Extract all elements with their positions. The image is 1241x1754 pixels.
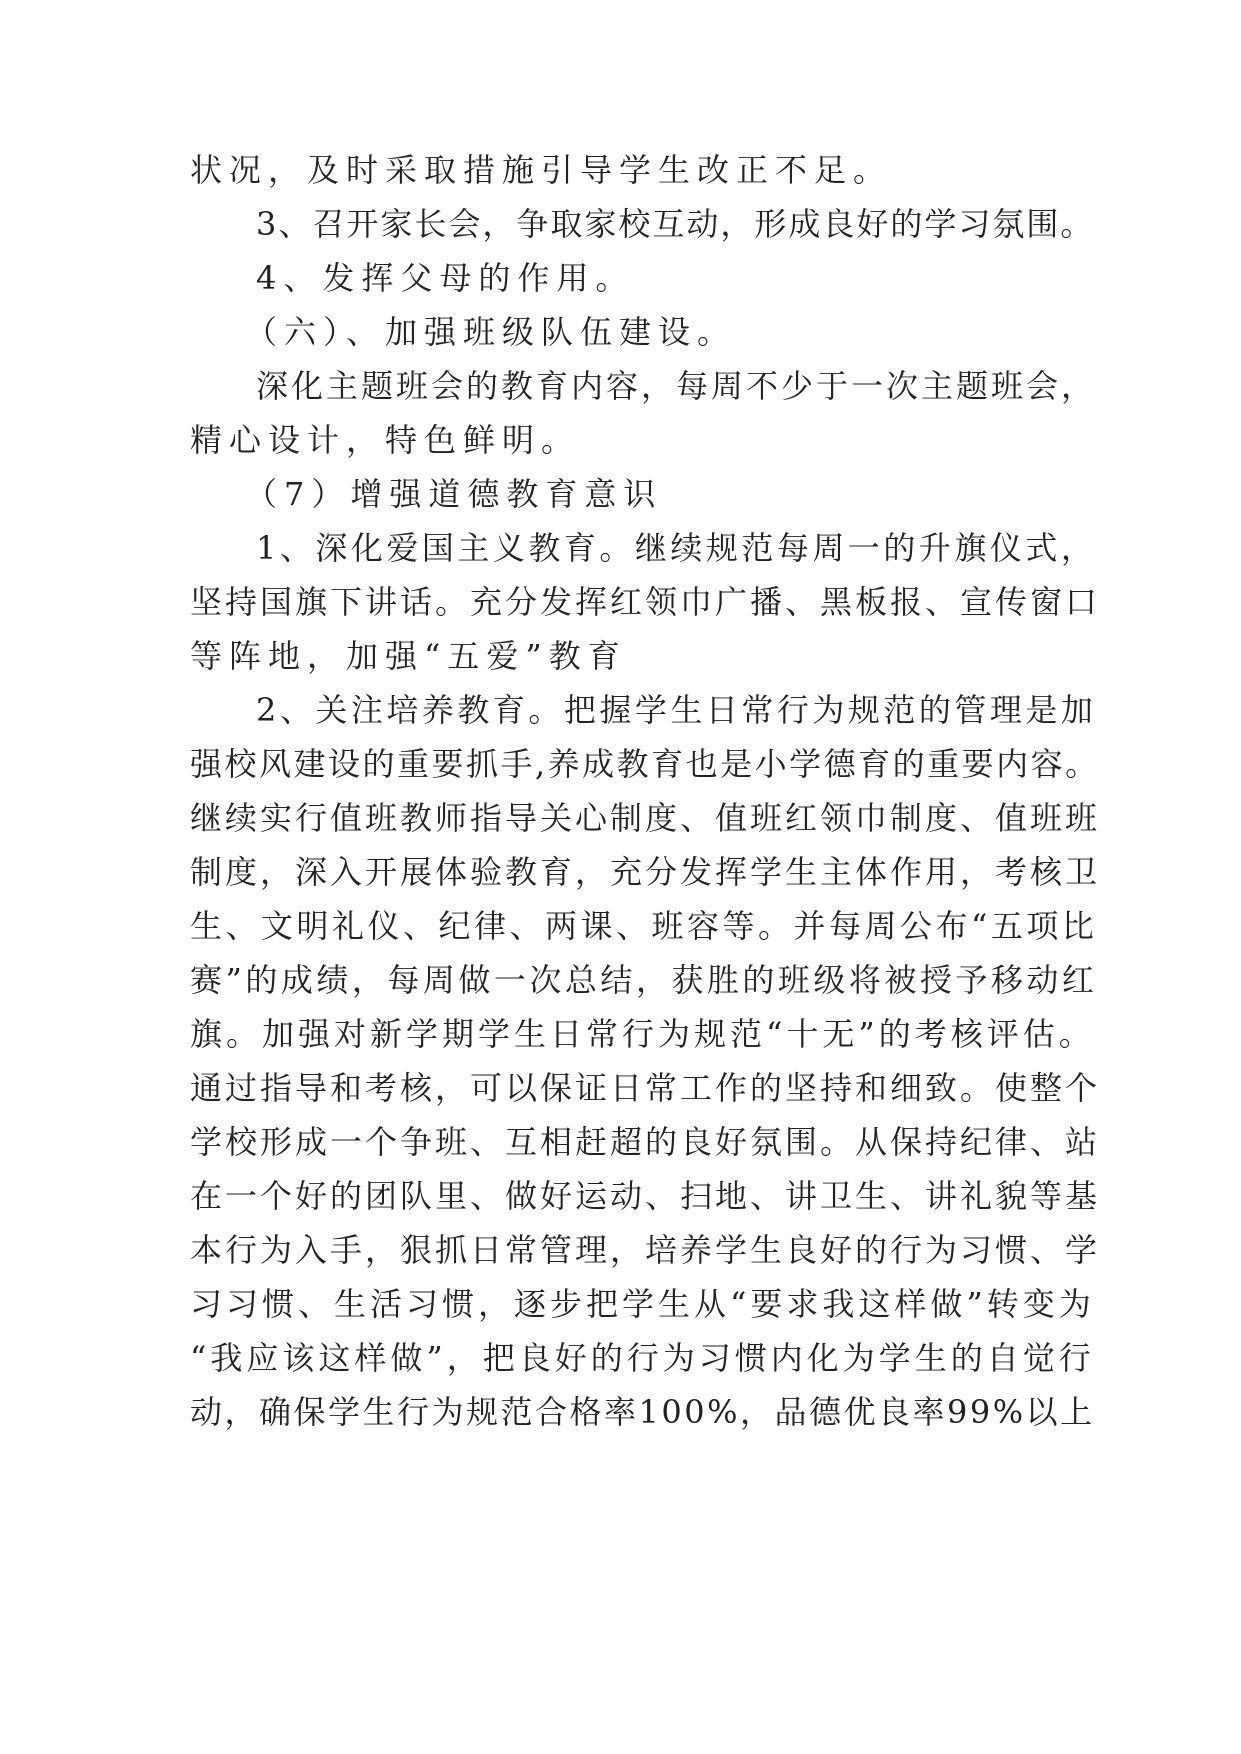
text-line: 强校风建设的重要抓手,养成教育也是小学德育的重要内容。 [190,745,1100,783]
text-line: 生、文明礼仪、纪律、两课、班容等。并每周公布“五项比 [190,907,1098,945]
text-line: 制度，深入开展体验教育，充分发挥学生主体作用，考核卫 [190,853,1101,891]
text-line: 本行为入手，狠抓日常管理，培养学生良好的行为习惯、学 [190,1231,1101,1269]
section-heading: （六）、加强班级队伍建设。 [245,313,737,351]
text-line: 旗。加强对新学期学生日常行为规范“十无”的考核评估。 [190,1015,1095,1053]
text-line: 习习惯、生活习惯，逐步把学生从“要求我这样做”转变为 [190,1285,1095,1323]
text-line: 通过指导和考核，可以保证日常工作的坚持和细致。使整个 [190,1069,1101,1107]
text-line: “我应该这样做”，把良好的行为习惯内化为学生的自觉行 [190,1339,1095,1377]
text-line: 精心设计，特色鲜明。 [190,421,581,459]
text-line: 深化主题班会的教育内容，每周不少于一次主题班会， [256,367,1097,405]
text-line: 学校形成一个争班、互相赶超的良好氛围。从保持纪律、站 [190,1123,1101,1161]
text-line: 1、深化爱国主义教育。继续规范每周一的升旗仪式， [256,529,1097,567]
text-line: 状况，及时采取措施引导学生改正不足。 [190,151,893,189]
text-line: 4、发挥父母的作用。 [256,259,635,297]
text-line: 继续实行值班教师指导关心制度、值班红领巾制度、值班班 [190,799,1101,837]
text-line: 等阵地，加强“五爱”教育 [190,637,627,675]
text-line: 在一个好的团队里、做好运动、扫地、讲卫生、讲礼貌等基 [190,1177,1101,1215]
text-line: 坚持国旗下讲话。充分发挥红领巾广播、黑板报、宣传窗口 [190,583,1101,621]
section-heading: （7）增强道德教育意识 [245,475,663,513]
text-line: 3、召开家长会，争取家校互动，形成良好的学习氛围。 [256,205,1095,243]
text-line: 2、关注培养教育。把握学生日常行为规范的管理是加 [256,691,1097,729]
text-line: 赛”的成绩，每周做一次总结，获胜的班级将被授予移动红 [190,961,1098,999]
text-line: 动，确保学生行为规范合格率100%，品德优良率99%以上 [190,1393,1095,1431]
